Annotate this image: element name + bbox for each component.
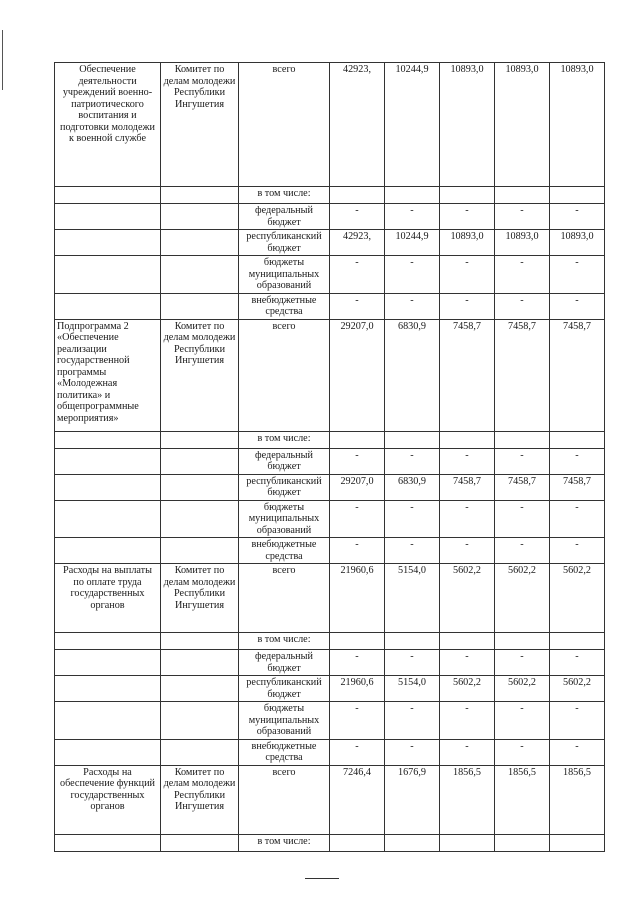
cell-year-1 xyxy=(385,431,440,448)
cell-total: - xyxy=(330,448,385,474)
cell-funding-source: внебюджетные средства xyxy=(239,739,330,765)
cell-total xyxy=(330,187,385,204)
cell-description xyxy=(55,834,161,851)
cell-funding-source: в том числе: xyxy=(239,431,330,448)
cell-description xyxy=(55,230,161,256)
cell-year-3: - xyxy=(495,702,550,740)
cell-year-4 xyxy=(550,431,605,448)
cell-year-1: - xyxy=(385,650,440,676)
cell-year-1: 10244,9 xyxy=(385,230,440,256)
cell-year-2 xyxy=(440,834,495,851)
cell-year-4: 5602,2 xyxy=(550,676,605,702)
cell-funding-source: в том числе: xyxy=(239,187,330,204)
cell-total xyxy=(330,431,385,448)
cell-description: Обеспечение деятельности учреждений военно-патриотического воспитания и подготовки молодежи к военной службе xyxy=(55,63,161,187)
cell-total: - xyxy=(330,650,385,676)
cell-year-1: - xyxy=(385,204,440,230)
cell-year-3: - xyxy=(495,256,550,294)
table-row xyxy=(55,538,605,564)
cell-year-4: 1856,5 xyxy=(550,765,605,834)
cell-year-1: 6830,9 xyxy=(385,474,440,500)
cell-funding-source: внебюджетные средства xyxy=(239,538,330,564)
cell-responsible xyxy=(161,739,239,765)
cell-year-2: - xyxy=(440,204,495,230)
table-row xyxy=(55,63,605,187)
cell-description xyxy=(55,500,161,538)
cell-responsible xyxy=(161,448,239,474)
table-row xyxy=(55,319,605,431)
cell-description xyxy=(55,256,161,294)
cell-year-4: - xyxy=(550,702,605,740)
cell-responsible xyxy=(161,230,239,256)
cell-year-1: 5154,0 xyxy=(385,676,440,702)
cell-year-2: 5602,2 xyxy=(440,564,495,633)
cell-responsible xyxy=(161,431,239,448)
cell-responsible: Комитет по делам молодежи Республики Ингушетия xyxy=(161,564,239,633)
cell-year-3: 10893,0 xyxy=(495,230,550,256)
table-row xyxy=(55,676,605,702)
cell-total: - xyxy=(330,500,385,538)
cell-total: 29207,0 xyxy=(330,474,385,500)
cell-year-1 xyxy=(385,633,440,650)
cell-year-4: 7458,7 xyxy=(550,474,605,500)
cell-funding-source: в том числе: xyxy=(239,834,330,851)
cell-year-1 xyxy=(385,834,440,851)
cell-year-1: - xyxy=(385,538,440,564)
cell-year-2 xyxy=(440,633,495,650)
cell-year-1: 1676,9 xyxy=(385,765,440,834)
cell-funding-source: всего xyxy=(239,63,330,187)
cell-year-1: - xyxy=(385,448,440,474)
cell-funding-source: федеральный бюджет xyxy=(239,448,330,474)
table-row xyxy=(55,564,605,633)
cell-total: 42923, xyxy=(330,230,385,256)
cell-year-2: - xyxy=(440,702,495,740)
cell-funding-source: бюджеты муниципальных образований xyxy=(239,702,330,740)
table-row xyxy=(55,834,605,851)
table-row xyxy=(55,765,605,834)
cell-total: 21960,6 xyxy=(330,564,385,633)
cell-funding-source: всего xyxy=(239,765,330,834)
cell-year-4: - xyxy=(550,500,605,538)
cell-description xyxy=(55,474,161,500)
cell-year-4: - xyxy=(550,739,605,765)
table-row xyxy=(55,633,605,650)
cell-year-2: 1856,5 xyxy=(440,765,495,834)
cell-responsible xyxy=(161,650,239,676)
cell-year-2: - xyxy=(440,293,495,319)
cell-responsible: Комитет по делам молодежи Республики Ингушетия xyxy=(161,765,239,834)
cell-year-3 xyxy=(495,431,550,448)
cell-description xyxy=(55,293,161,319)
cell-total xyxy=(330,633,385,650)
cell-year-3 xyxy=(495,187,550,204)
cell-year-2: 7458,7 xyxy=(440,474,495,500)
cell-year-2: - xyxy=(440,650,495,676)
cell-year-3: 5602,2 xyxy=(495,564,550,633)
cell-year-2: - xyxy=(440,448,495,474)
cell-total: 7246,4 xyxy=(330,765,385,834)
cell-responsible xyxy=(161,702,239,740)
cell-description xyxy=(55,633,161,650)
table-row xyxy=(55,293,605,319)
cell-year-1: - xyxy=(385,500,440,538)
cell-year-3: 5602,2 xyxy=(495,676,550,702)
cell-year-3: - xyxy=(495,739,550,765)
cell-total: 29207,0 xyxy=(330,319,385,431)
page-footer-line xyxy=(305,878,339,879)
cell-description xyxy=(55,431,161,448)
cell-total: - xyxy=(330,256,385,294)
cell-year-1: - xyxy=(385,293,440,319)
table-row xyxy=(55,474,605,500)
cell-year-4: 10893,0 xyxy=(550,230,605,256)
cell-year-4: - xyxy=(550,256,605,294)
cell-funding-source: всего xyxy=(239,319,330,431)
table-row xyxy=(55,187,605,204)
cell-description xyxy=(55,204,161,230)
cell-funding-source: федеральный бюджет xyxy=(239,204,330,230)
cell-year-2: 5602,2 xyxy=(440,676,495,702)
cell-year-1: 5154,0 xyxy=(385,564,440,633)
cell-total: - xyxy=(330,204,385,230)
cell-funding-source: всего xyxy=(239,564,330,633)
cell-year-4: 10893,0 xyxy=(550,63,605,187)
table-row xyxy=(55,448,605,474)
table-row xyxy=(55,431,605,448)
cell-total: - xyxy=(330,293,385,319)
cell-responsible xyxy=(161,538,239,564)
cell-year-4 xyxy=(550,187,605,204)
cell-funding-source: в том числе: xyxy=(239,633,330,650)
cell-year-4 xyxy=(550,633,605,650)
cell-year-1 xyxy=(385,187,440,204)
cell-responsible xyxy=(161,204,239,230)
cell-responsible xyxy=(161,633,239,650)
table-row xyxy=(55,256,605,294)
cell-year-3 xyxy=(495,834,550,851)
cell-year-3 xyxy=(495,633,550,650)
cell-year-4: - xyxy=(550,650,605,676)
cell-year-4: 5602,2 xyxy=(550,564,605,633)
cell-year-2: - xyxy=(440,739,495,765)
cell-year-3: - xyxy=(495,500,550,538)
scan-margin-mark xyxy=(2,30,3,90)
table-body xyxy=(55,63,605,852)
cell-funding-source: республиканский бюджет xyxy=(239,230,330,256)
table-row xyxy=(55,230,605,256)
cell-funding-source: бюджеты муниципальных образований xyxy=(239,500,330,538)
cell-year-2 xyxy=(440,431,495,448)
cell-year-3: 10893,0 xyxy=(495,63,550,187)
cell-funding-source: бюджеты муниципальных образований xyxy=(239,256,330,294)
cell-year-3: 1856,5 xyxy=(495,765,550,834)
table-row xyxy=(55,204,605,230)
table-row xyxy=(55,650,605,676)
budget-table xyxy=(54,62,605,852)
cell-year-3: - xyxy=(495,293,550,319)
cell-year-2: - xyxy=(440,256,495,294)
table-row xyxy=(55,702,605,740)
cell-responsible: Комитет по делам молодежи Республики Ингушетия xyxy=(161,63,239,187)
cell-total: 21960,6 xyxy=(330,676,385,702)
table-row xyxy=(55,500,605,538)
cell-year-3: - xyxy=(495,650,550,676)
table-row xyxy=(55,739,605,765)
cell-description: Расходы на обеспечение функций государственных органов xyxy=(55,765,161,834)
cell-year-4 xyxy=(550,834,605,851)
cell-total: 42923, xyxy=(330,63,385,187)
cell-total: - xyxy=(330,702,385,740)
cell-total: - xyxy=(330,739,385,765)
cell-responsible xyxy=(161,187,239,204)
cell-year-3: - xyxy=(495,204,550,230)
cell-year-1: - xyxy=(385,739,440,765)
cell-year-4: - xyxy=(550,204,605,230)
cell-description: Расходы на выплаты по оплате труда государственных органов xyxy=(55,564,161,633)
cell-responsible xyxy=(161,293,239,319)
cell-year-2: 7458,7 xyxy=(440,319,495,431)
cell-funding-source: внебюджетные средства xyxy=(239,293,330,319)
cell-year-2: 10893,0 xyxy=(440,230,495,256)
cell-year-2: - xyxy=(440,500,495,538)
cell-year-4: - xyxy=(550,293,605,319)
cell-year-1: - xyxy=(385,256,440,294)
cell-year-4: 7458,7 xyxy=(550,319,605,431)
cell-description: Подпрограмма 2 «Обеспечение реализации государственной программы «Молодежная политика» и общепрограммные мероприятия» xyxy=(55,319,161,431)
cell-responsible xyxy=(161,474,239,500)
cell-description xyxy=(55,187,161,204)
cell-year-1: - xyxy=(385,702,440,740)
cell-description xyxy=(55,739,161,765)
cell-responsible xyxy=(161,500,239,538)
cell-funding-source: федеральный бюджет xyxy=(239,650,330,676)
cell-description xyxy=(55,702,161,740)
cell-year-1: 6830,9 xyxy=(385,319,440,431)
cell-year-4: - xyxy=(550,538,605,564)
cell-description xyxy=(55,676,161,702)
cell-responsible xyxy=(161,676,239,702)
cell-description xyxy=(55,650,161,676)
cell-total: - xyxy=(330,538,385,564)
cell-year-3: - xyxy=(495,538,550,564)
cell-total xyxy=(330,834,385,851)
cell-year-2: 10893,0 xyxy=(440,63,495,187)
cell-year-2 xyxy=(440,187,495,204)
cell-funding-source: республиканский бюджет xyxy=(239,676,330,702)
cell-year-1: 10244,9 xyxy=(385,63,440,187)
cell-year-3: 7458,7 xyxy=(495,319,550,431)
cell-responsible: Комитет по делам молодежи Республики Ингушетия xyxy=(161,319,239,431)
cell-responsible xyxy=(161,834,239,851)
cell-description xyxy=(55,538,161,564)
cell-responsible xyxy=(161,256,239,294)
cell-description xyxy=(55,448,161,474)
cell-year-2: - xyxy=(440,538,495,564)
cell-year-4: - xyxy=(550,448,605,474)
cell-year-3: 7458,7 xyxy=(495,474,550,500)
cell-year-3: - xyxy=(495,448,550,474)
cell-funding-source: республиканский бюджет xyxy=(239,474,330,500)
